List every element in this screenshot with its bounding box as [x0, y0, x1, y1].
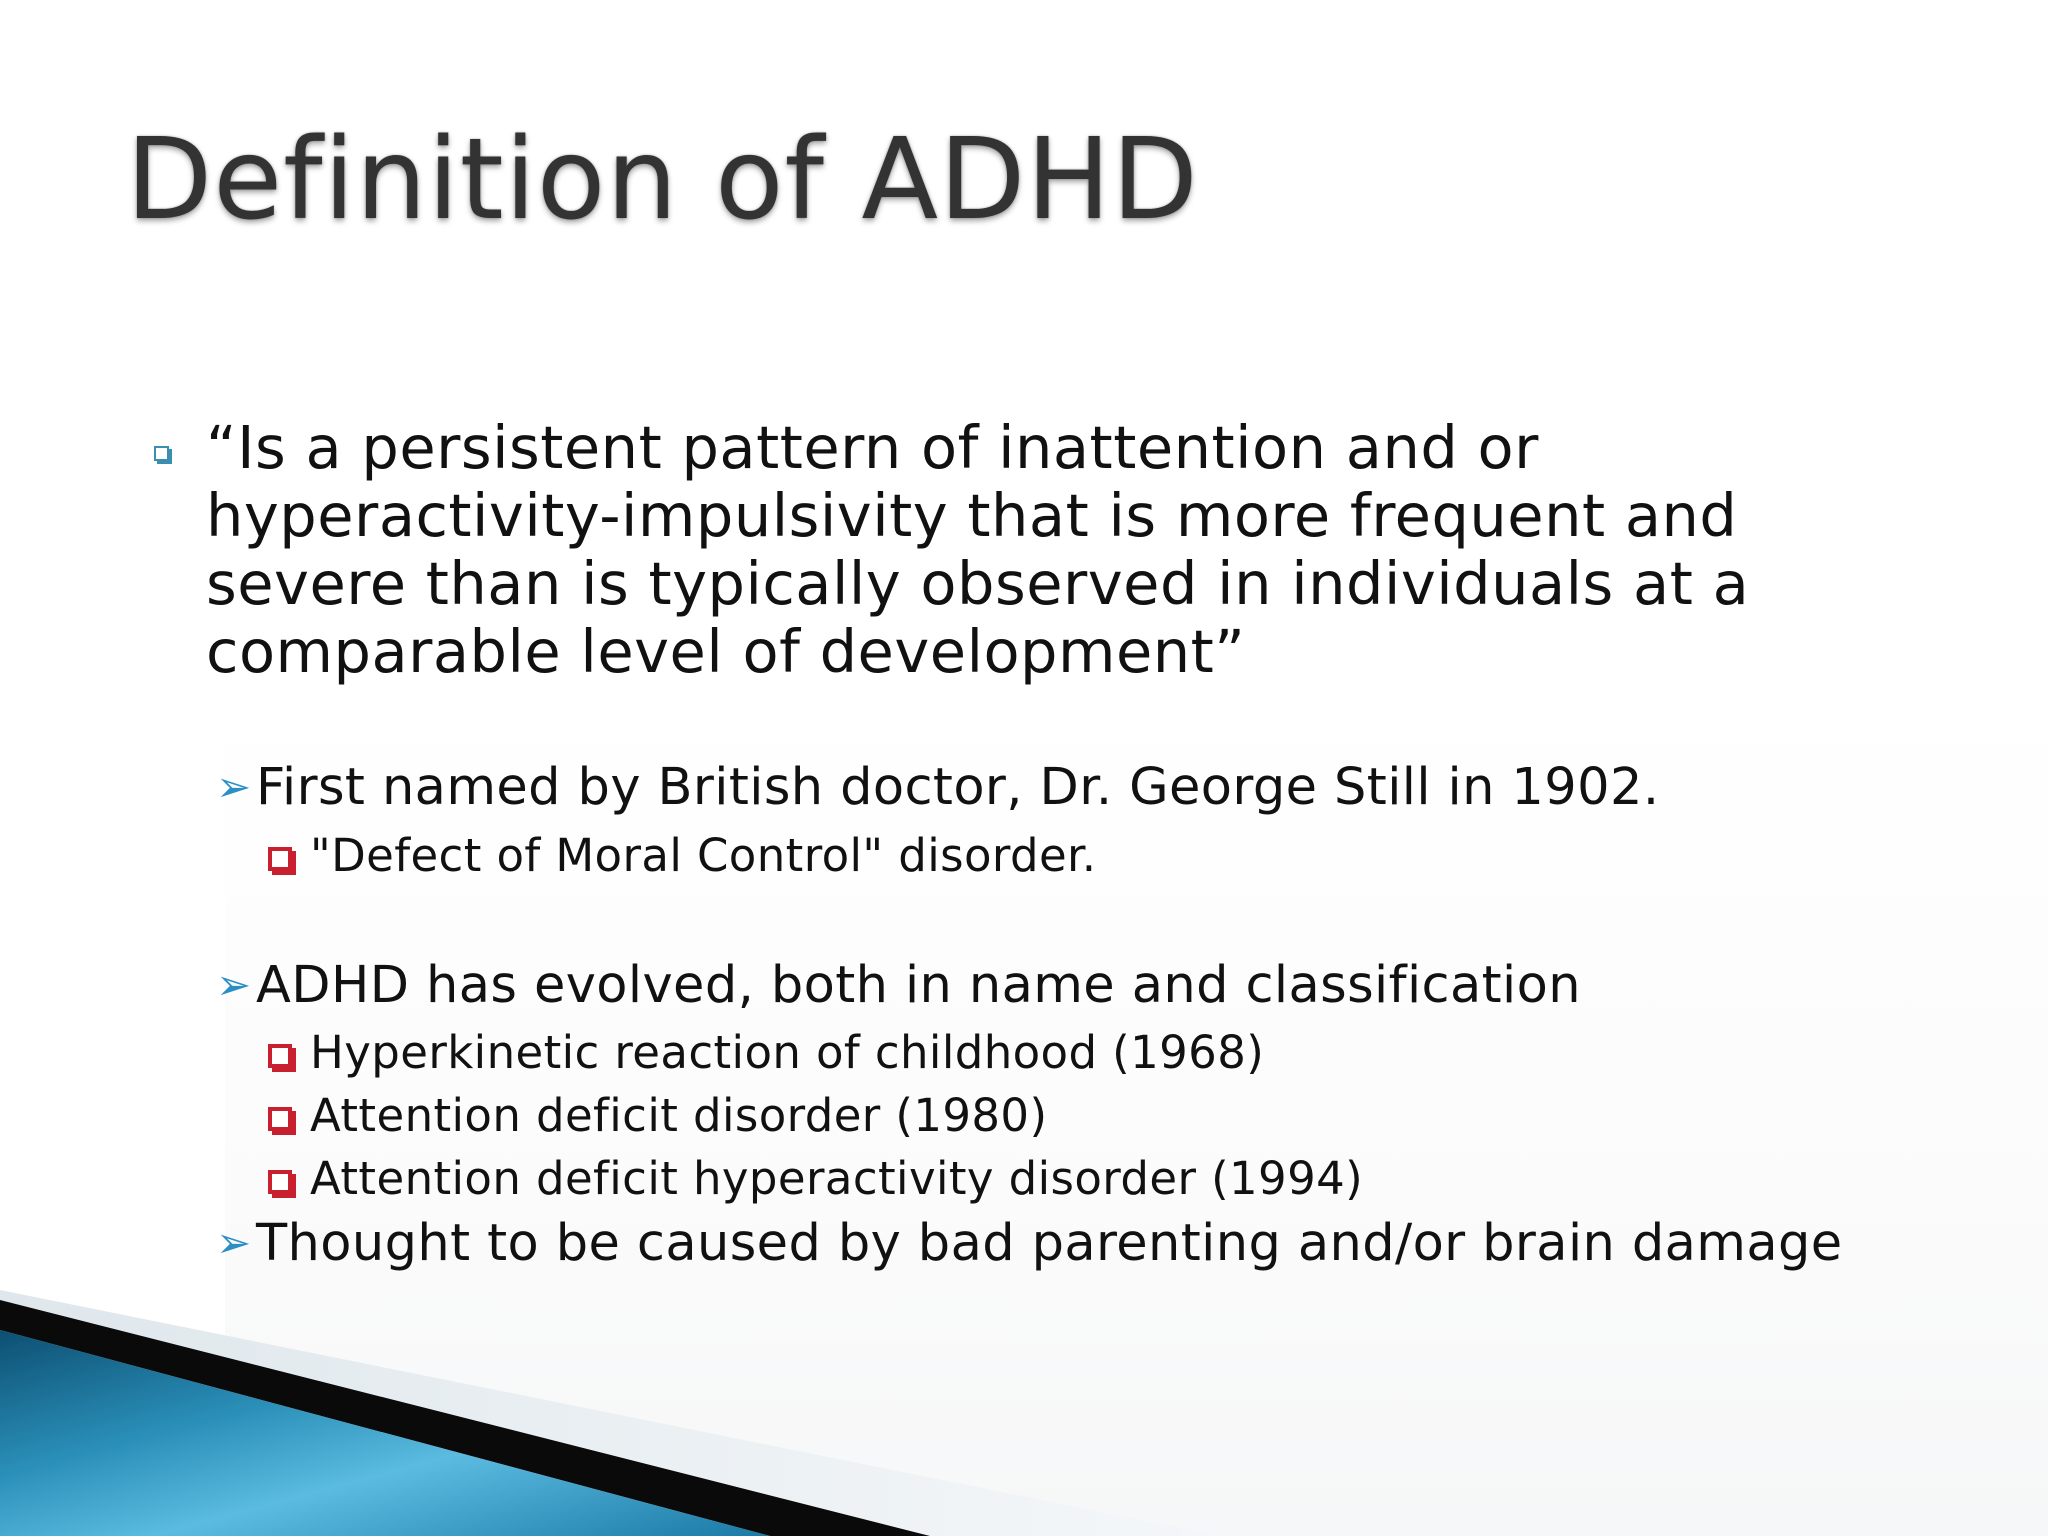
quote-line: hyperactivity-impulsivity that is more frequent and: [206, 481, 1738, 550]
subpoint-text: "Defect of Moral Control" disorder.: [310, 829, 1097, 882]
quote-text: [206, 414, 1910, 686]
red-square-bullet-icon: [268, 1107, 292, 1131]
point-text: First named by British doctor, Dr. George Still in 1902.: [256, 758, 1660, 817]
arrow-bullet-icon: ➢: [216, 1218, 252, 1267]
subpoint-attention-deficit: [268, 1088, 1047, 1144]
arrow-bullet-icon: ➢: [216, 960, 252, 1009]
red-square-bullet-icon: [268, 1170, 292, 1194]
subpoint-hyperkinetic: [268, 1025, 1264, 1081]
slide-title: Definition of ADHD: [126, 115, 1199, 245]
subpoint-attention-deficit-hyperactivity: [268, 1151, 1363, 1207]
arrow-bullet-icon: ➢: [216, 762, 252, 811]
point-text: ADHD has evolved, both in name and classification: [256, 956, 1581, 1015]
point-adhd-evolved: [216, 954, 1581, 1017]
square-bullet-icon: [154, 446, 169, 461]
red-square-bullet-icon: [268, 1044, 292, 1068]
subpoint-text: Attention deficit hyperactivity disorder (1994): [310, 1152, 1364, 1205]
subpoint-text: Hyperkinetic reaction of childhood (1968): [310, 1026, 1265, 1079]
quote-line: comparable level of development”: [206, 617, 1246, 686]
red-square-bullet-icon: [268, 847, 292, 871]
subpoint-defect-moral-control: [268, 828, 1097, 884]
definition-quote: [150, 414, 1910, 686]
quote-line: severe than is typically observed in individuals at a: [206, 549, 1750, 618]
point-first-named: [216, 756, 1659, 819]
point-text: Thought to be caused by bad parenting and/or brain damage: [256, 1214, 1843, 1273]
point-thought-caused: [216, 1212, 1843, 1275]
quote-line: “Is a persistent pattern of inattention and or: [206, 413, 1539, 482]
subpoint-text: Attention deficit disorder (1980): [310, 1089, 1048, 1142]
